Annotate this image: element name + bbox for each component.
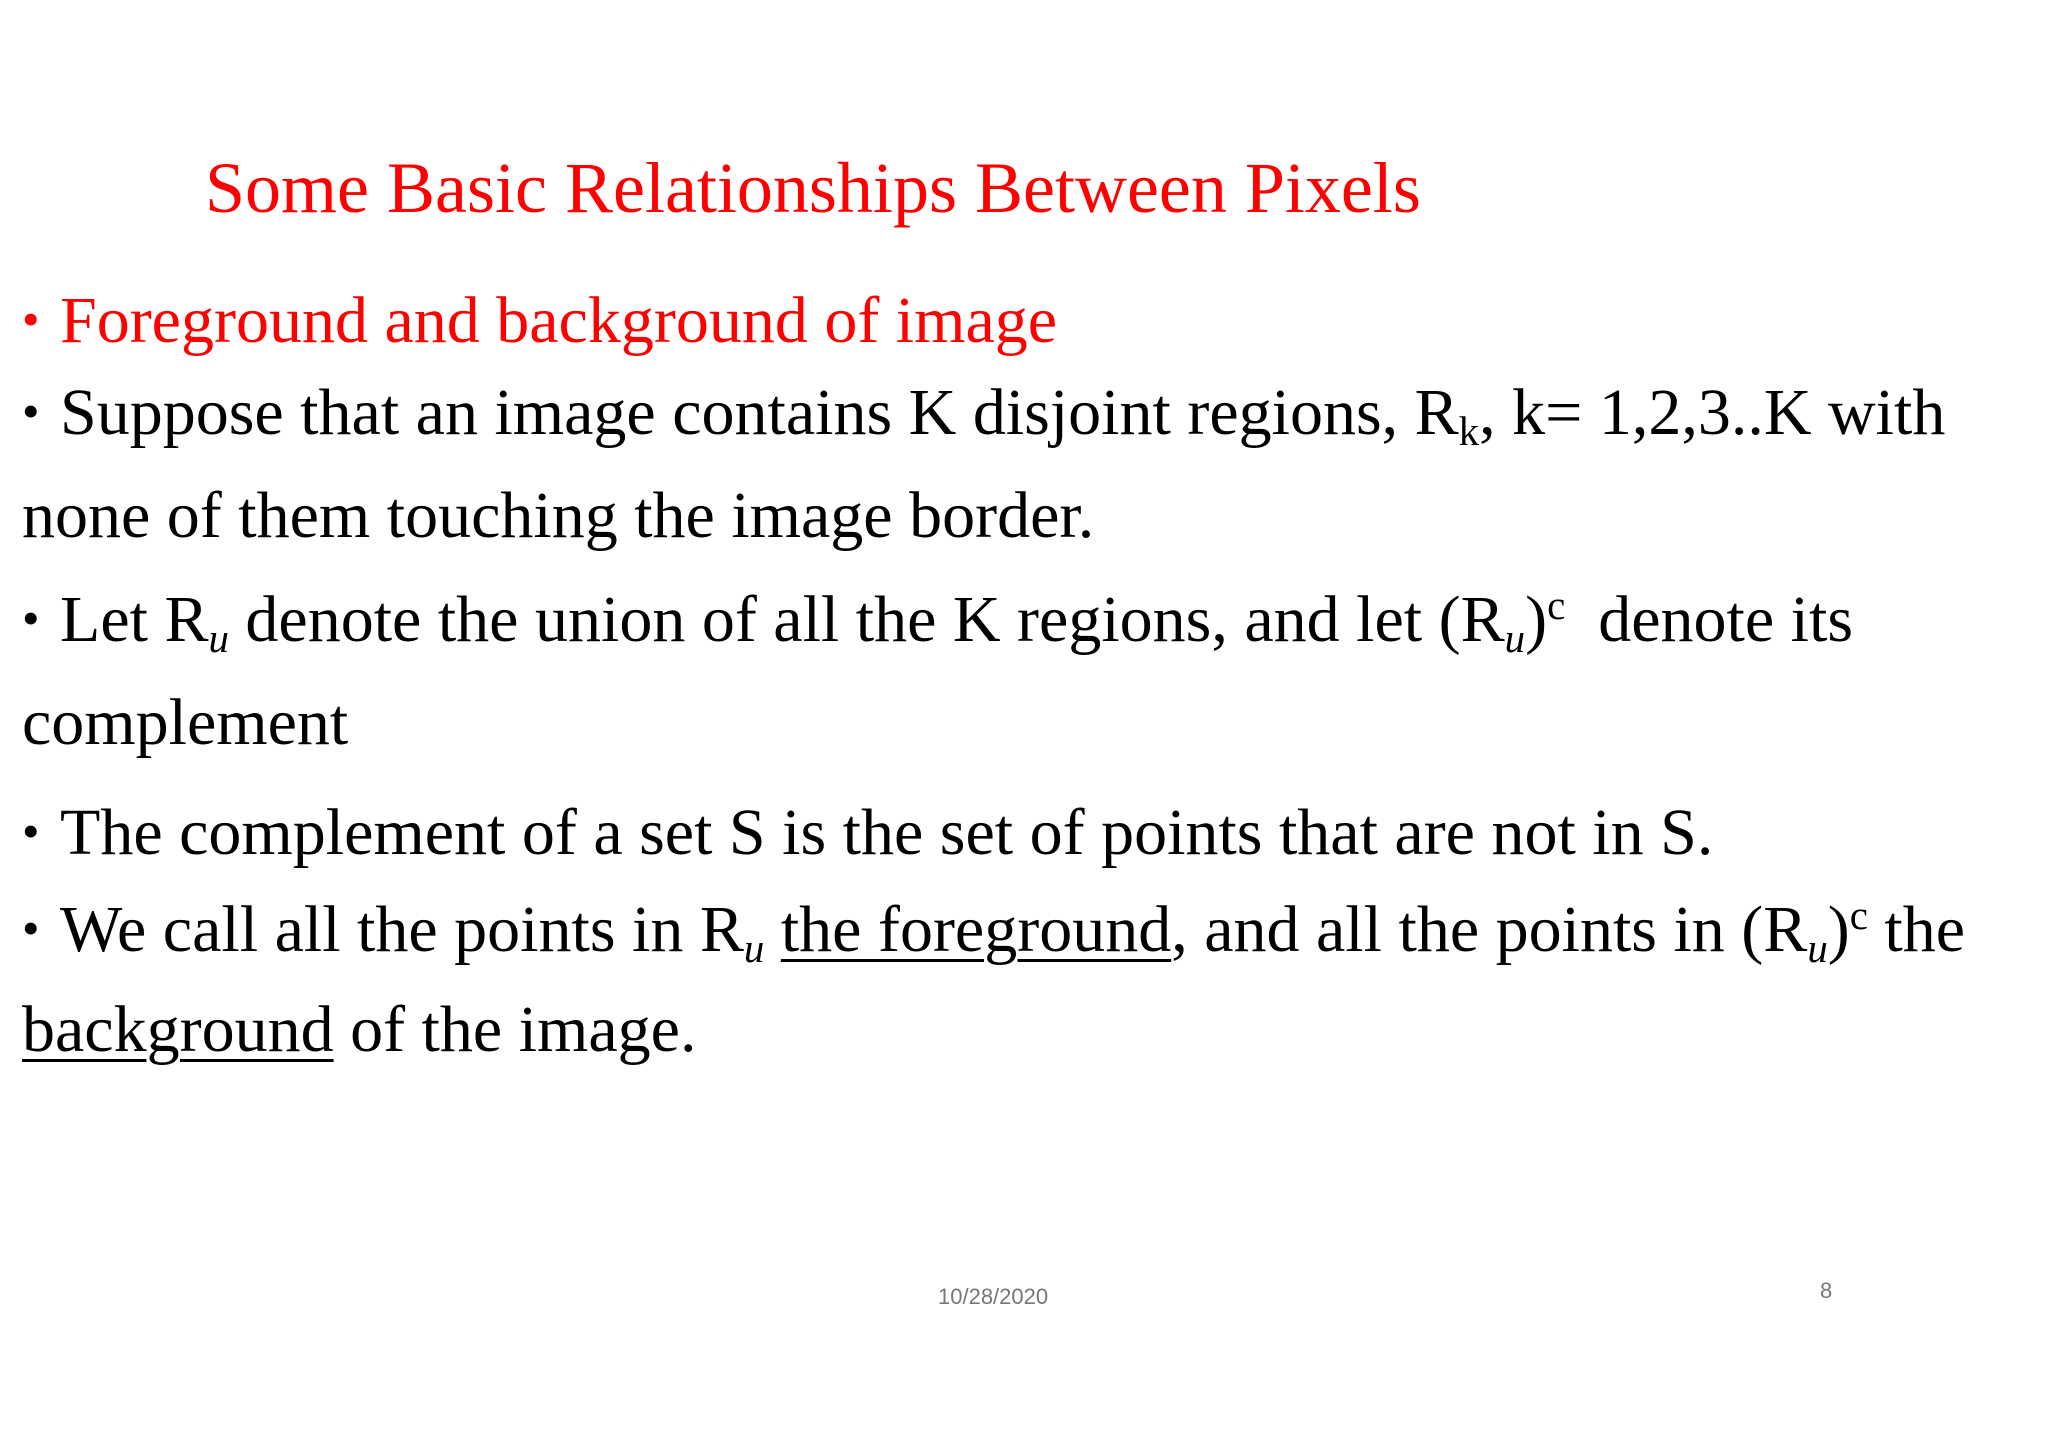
subscript-k: k [1458,409,1480,455]
page-number: 8 [1820,1278,1833,1303]
bullet-1-text-b: , k= 1,2,3..K with [1479,376,1946,449]
footer-date: 10/28/2020 [938,1284,1049,1309]
bullet-2-line-1 [22,582,1854,662]
subscript-u: u [743,926,765,972]
superscript-c: c [1547,582,1566,628]
bullet-4-text-a: We call all the points in R [60,893,744,966]
slide-title: Some Basic Relationships Between Pixels [205,148,1421,228]
bullet-icon: • [22,291,40,347]
bullet-2-text-c: ) [1525,583,1548,656]
bullet-4-text-b: , and all the points in (R [1171,893,1808,966]
bullet-2-text-d: denote its [1565,583,1854,656]
bullet-4-space [764,893,781,966]
superscript-c: c [1849,892,1868,938]
bullet-4-text-c: ) [1827,893,1850,966]
bullet-icon: • [22,383,40,439]
bullet-3-text: The complement of a set S is the set of points that are not in S. [60,796,1714,869]
bullet-icon: • [22,590,40,646]
bullet-4-line-2 [22,993,697,1066]
foreground-term: the foreground [780,893,1172,966]
subscript-u: u [1504,616,1526,662]
bullet-4-text-d: the [1867,893,1966,966]
bullet-2-text-b: denote the union of all the K regions, and let (R [228,583,1505,656]
heading-bullet [22,284,1058,357]
subscript-u: u [1807,926,1828,972]
bullet-1-line-2: none of them touching the image border. [22,479,1095,552]
bullet-4-text-rest: of the image. [333,993,697,1066]
bullet-1-text-a: Suppose that an image contains K disjoint regions, R [60,376,1459,449]
bullet-icon: • [22,900,40,956]
bullet-4-line-1 [22,892,1966,972]
bullet-1-line-1 [22,376,1946,455]
bullet-2-text-a: Let R [60,583,209,656]
heading-bullet-text: Foreground and background of image [60,284,1058,357]
bullet-icon: • [22,803,40,859]
subscript-u: u [208,616,229,662]
bullet-2-line-2: complement [22,686,349,759]
background-term: background [22,993,334,1066]
bullet-3 [22,796,1714,869]
